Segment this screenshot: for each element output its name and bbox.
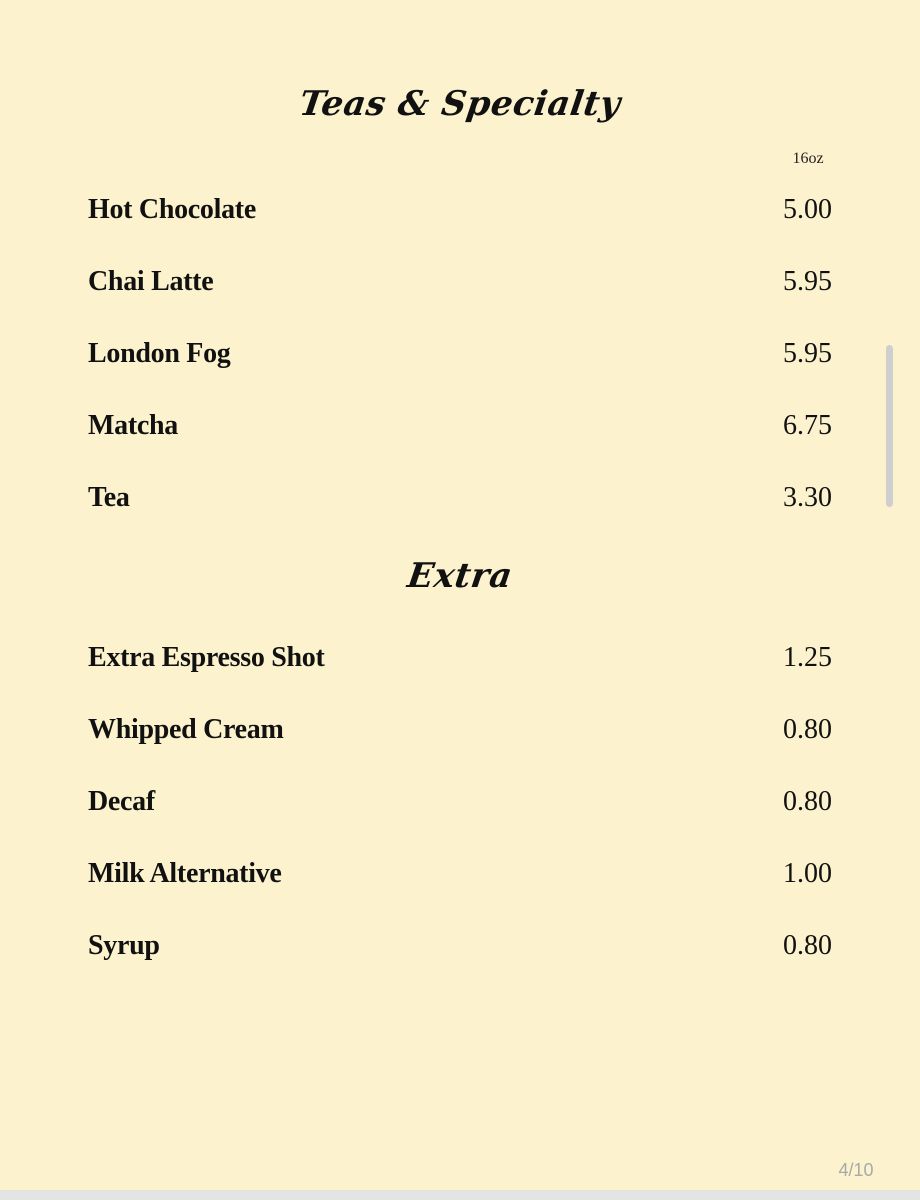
item-price: 5.00 bbox=[783, 194, 832, 225]
item-price: 6.75 bbox=[783, 410, 832, 441]
section-title-teas: Teas & Specialty bbox=[296, 84, 624, 124]
item-name: London Fog bbox=[88, 338, 231, 369]
bottom-bar bbox=[0, 1190, 920, 1200]
item-price: 5.95 bbox=[783, 266, 832, 297]
item-name: Decaf bbox=[88, 786, 155, 817]
menu-item bbox=[88, 928, 832, 1000]
teas-menu-list bbox=[88, 192, 832, 552]
size-column-label: 16oz bbox=[792, 150, 824, 167]
menu-item bbox=[88, 856, 832, 928]
menu-item bbox=[88, 712, 832, 784]
item-price: 3.30 bbox=[783, 482, 832, 513]
menu-item bbox=[88, 336, 832, 408]
item-price: 1.25 bbox=[783, 642, 832, 673]
item-name: Syrup bbox=[88, 930, 160, 961]
item-name: Matcha bbox=[88, 410, 178, 441]
item-price: 0.80 bbox=[783, 714, 832, 745]
item-price: 0.80 bbox=[783, 930, 832, 961]
item-name: Chai Latte bbox=[88, 266, 214, 297]
item-name: Hot Chocolate bbox=[88, 194, 256, 225]
menu-item bbox=[88, 192, 832, 264]
vertical-scrollbar-thumb[interactable] bbox=[886, 345, 893, 507]
item-name: Milk Alternative bbox=[88, 858, 282, 889]
menu-item bbox=[88, 408, 832, 480]
item-name: Whipped Cream bbox=[88, 714, 284, 745]
menu-item bbox=[88, 784, 832, 856]
item-price: 0.80 bbox=[783, 786, 832, 817]
item-name: Extra Espresso Shot bbox=[88, 642, 325, 673]
item-price: 5.95 bbox=[783, 338, 832, 369]
menu-item bbox=[88, 640, 832, 712]
menu-item bbox=[88, 264, 832, 336]
menu-item bbox=[88, 480, 832, 552]
item-name: Tea bbox=[88, 482, 130, 513]
page-indicator: 4/10 bbox=[838, 1160, 874, 1180]
extra-menu-list bbox=[88, 640, 832, 1000]
section-title-extra: Extra bbox=[405, 556, 515, 596]
item-price: 1.00 bbox=[783, 858, 832, 889]
